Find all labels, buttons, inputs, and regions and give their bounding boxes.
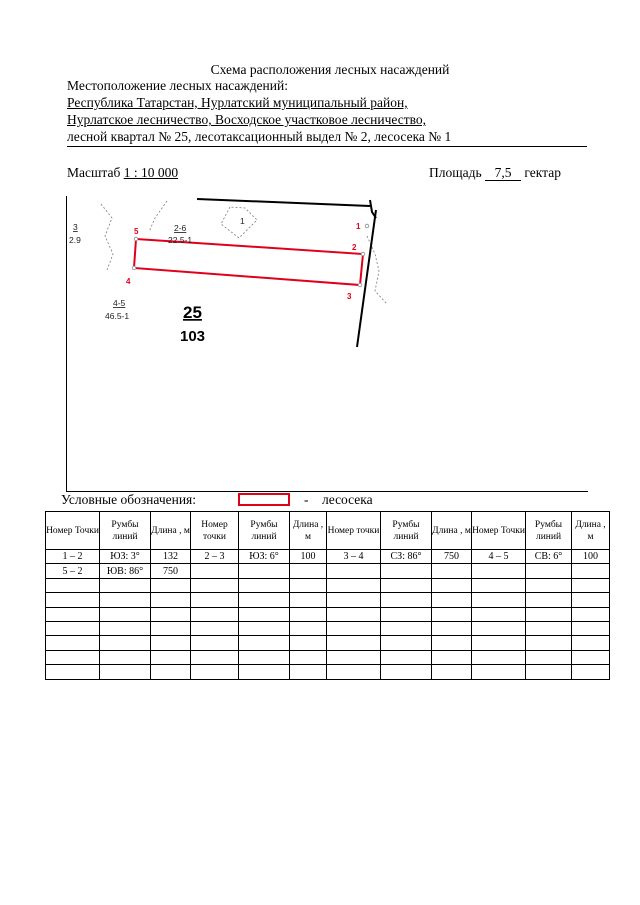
table-cell bbox=[151, 593, 191, 607]
table-cell: ЮЗ: 3° bbox=[100, 550, 151, 564]
table-cell bbox=[239, 578, 290, 592]
table-cell bbox=[100, 593, 151, 607]
table-row bbox=[46, 621, 610, 635]
stand-value-2-9: 2.9 bbox=[69, 235, 81, 245]
table-cell bbox=[151, 650, 191, 664]
location-heading: Местоположение лесных насаждений: bbox=[67, 78, 288, 93]
table-cell bbox=[526, 650, 572, 664]
table-cell bbox=[572, 636, 610, 650]
table-cell bbox=[432, 593, 472, 607]
table-cell bbox=[381, 578, 432, 592]
table-cell bbox=[526, 665, 572, 679]
table-row bbox=[46, 564, 610, 578]
table-cell bbox=[46, 607, 100, 621]
table-cell bbox=[100, 578, 151, 592]
table-cell bbox=[327, 650, 381, 664]
point-label-1: 1 bbox=[356, 222, 361, 231]
table-cell bbox=[191, 665, 239, 679]
table-cell bbox=[526, 593, 572, 607]
table-cell bbox=[472, 607, 526, 621]
table-cell: ЮЗ: 6° bbox=[239, 550, 290, 564]
vertex-3 bbox=[358, 283, 362, 287]
table-cell bbox=[290, 665, 327, 679]
table-cell bbox=[432, 564, 472, 578]
table-row bbox=[46, 578, 610, 592]
table-cell: СВ: 6° bbox=[526, 550, 572, 564]
table-cell bbox=[239, 650, 290, 664]
table-cell bbox=[381, 636, 432, 650]
header-cell: Номер Точки bbox=[472, 512, 526, 550]
quarter-boundary bbox=[197, 199, 376, 347]
stand-number-1: 1 bbox=[240, 216, 245, 226]
table-cell bbox=[572, 665, 610, 679]
table-cell bbox=[239, 636, 290, 650]
location-line-3: лесной квартал № 25, лесотаксационный выдел № 2, лесосека № 1 bbox=[67, 129, 452, 144]
table-cell bbox=[472, 636, 526, 650]
legend-description bbox=[304, 492, 373, 508]
table-header-row bbox=[46, 512, 610, 550]
header-cell: Румбы линий bbox=[381, 512, 432, 550]
table-cell bbox=[572, 621, 610, 635]
location-line-1: Республика Татарстан, Нурлатский муниципальный район, bbox=[67, 95, 408, 110]
table-cell bbox=[381, 621, 432, 635]
table-cell bbox=[46, 665, 100, 679]
table-cell bbox=[151, 578, 191, 592]
table-cell bbox=[526, 636, 572, 650]
table-cell bbox=[191, 578, 239, 592]
document-title: Схема расположения лесных насаждений bbox=[210, 62, 450, 77]
table-cell bbox=[572, 650, 610, 664]
table-cell bbox=[191, 593, 239, 607]
table-cell bbox=[432, 578, 472, 592]
table-cell bbox=[572, 607, 610, 621]
table-cell bbox=[381, 564, 432, 578]
table-cell bbox=[472, 593, 526, 607]
table-cell bbox=[572, 578, 610, 592]
table-cell bbox=[526, 621, 572, 635]
vertex-2 bbox=[361, 252, 365, 256]
table-cell bbox=[526, 564, 572, 578]
table-cell bbox=[327, 578, 381, 592]
table-cell bbox=[239, 593, 290, 607]
table-cell bbox=[100, 650, 151, 664]
table-cell bbox=[100, 621, 151, 635]
table-cell: СЗ: 86° bbox=[381, 550, 432, 564]
legend-label: Условные обозначения: bbox=[61, 492, 197, 507]
scale-label: Масштаб bbox=[67, 165, 121, 180]
table-cell bbox=[432, 636, 472, 650]
header-cell: Румбы линий bbox=[100, 512, 151, 550]
header-cell: Румбы линий bbox=[239, 512, 290, 550]
header-cell: Номер Точки bbox=[46, 512, 100, 550]
stand-value-46-5-1: 46.5-1 bbox=[105, 311, 130, 321]
table-cell bbox=[46, 593, 100, 607]
legend-swatch bbox=[238, 493, 290, 506]
table-cell bbox=[100, 636, 151, 650]
legend-text: лесосека bbox=[322, 492, 373, 507]
stand-labels bbox=[69, 216, 245, 321]
table-cell bbox=[239, 564, 290, 578]
header-cell: Румбы линий bbox=[526, 512, 572, 550]
table-cell bbox=[432, 665, 472, 679]
point-label-4: 4 bbox=[126, 277, 131, 286]
stand-value-22-5-1: 22.5-1 bbox=[168, 235, 193, 245]
table-row bbox=[46, 593, 610, 607]
table-cell bbox=[526, 578, 572, 592]
vertex-1 bbox=[365, 224, 369, 228]
table-cell bbox=[191, 650, 239, 664]
area-block bbox=[429, 165, 561, 181]
vertex-5 bbox=[134, 237, 138, 241]
table-cell bbox=[151, 636, 191, 650]
table-cell bbox=[100, 665, 151, 679]
table-cell bbox=[327, 636, 381, 650]
table-cell bbox=[327, 564, 381, 578]
table-cell bbox=[472, 621, 526, 635]
quarter-number: 25 bbox=[183, 303, 202, 322]
table-cell: 1 – 2 bbox=[46, 550, 100, 564]
table-cell bbox=[381, 593, 432, 607]
location-line-2: Нурлатское лесничество, Восходское участковое лесничество, bbox=[67, 112, 427, 127]
table-row bbox=[46, 650, 610, 664]
bearings-table bbox=[45, 511, 610, 680]
table-cell: 3 – 4 bbox=[327, 550, 381, 564]
table-cell bbox=[191, 621, 239, 635]
table-cell: ЮВ: 86° bbox=[100, 564, 151, 578]
quarter-area: 103 bbox=[180, 328, 206, 345]
point-label-2: 2 bbox=[352, 243, 357, 252]
table-cell bbox=[46, 578, 100, 592]
table-cell bbox=[151, 665, 191, 679]
header-cell: Номер точки bbox=[191, 512, 239, 550]
stand-number-3: 3 bbox=[73, 222, 78, 232]
table-cell bbox=[191, 564, 239, 578]
area-unit: гектар bbox=[524, 165, 561, 180]
table-cell bbox=[381, 650, 432, 664]
table-cell bbox=[151, 621, 191, 635]
table-cell bbox=[572, 593, 610, 607]
table-cell bbox=[151, 607, 191, 621]
table-cell bbox=[46, 636, 100, 650]
header-cell: Длина , м bbox=[432, 512, 472, 550]
table-cell bbox=[239, 607, 290, 621]
table-cell: 100 bbox=[290, 550, 327, 564]
table-cell bbox=[381, 665, 432, 679]
table-row bbox=[46, 636, 610, 650]
table-cell: 750 bbox=[432, 550, 472, 564]
table-cell: 2 – 3 bbox=[191, 550, 239, 564]
area-label: Площадь bbox=[429, 165, 482, 180]
table-cell bbox=[290, 621, 327, 635]
area-value: 7,5 bbox=[485, 166, 521, 181]
table-cell bbox=[290, 564, 327, 578]
stand-number-2-6: 2-6 bbox=[174, 223, 187, 233]
table-cell bbox=[432, 650, 472, 664]
table-cell bbox=[239, 665, 290, 679]
table-cell bbox=[472, 578, 526, 592]
table-cell bbox=[432, 621, 472, 635]
header-cell: Длина , м bbox=[151, 512, 191, 550]
vertex-4 bbox=[132, 266, 136, 270]
table-row bbox=[46, 550, 610, 564]
table-cell bbox=[472, 650, 526, 664]
table-cell bbox=[472, 564, 526, 578]
table-cell bbox=[239, 621, 290, 635]
forest-plot-map bbox=[66, 196, 588, 492]
table-cell bbox=[472, 665, 526, 679]
table-cell bbox=[290, 593, 327, 607]
legend-dash: - bbox=[304, 492, 309, 507]
table-row bbox=[46, 665, 610, 679]
table-cell bbox=[327, 621, 381, 635]
table-cell: 132 bbox=[151, 550, 191, 564]
table-row bbox=[46, 607, 610, 621]
table-cell bbox=[290, 650, 327, 664]
table-cell bbox=[191, 636, 239, 650]
table-cell bbox=[572, 564, 610, 578]
scale-block bbox=[67, 165, 178, 181]
table-cell bbox=[327, 607, 381, 621]
header-cell: Номер точки bbox=[327, 512, 381, 550]
table-cell bbox=[290, 578, 327, 592]
plot-polygon bbox=[134, 239, 363, 285]
table-cell bbox=[191, 607, 239, 621]
point-label-3: 3 bbox=[347, 292, 352, 301]
table-cell bbox=[290, 607, 327, 621]
stand-number-4-5: 4-5 bbox=[113, 298, 126, 308]
table-cell: 750 bbox=[151, 564, 191, 578]
header-cell: Длина , м bbox=[572, 512, 610, 550]
table-cell bbox=[381, 607, 432, 621]
table-cell bbox=[290, 636, 327, 650]
table-cell bbox=[526, 607, 572, 621]
table-cell bbox=[327, 665, 381, 679]
header-cell: Длина , м bbox=[290, 512, 327, 550]
table-cell: 100 bbox=[572, 550, 610, 564]
table-cell bbox=[327, 593, 381, 607]
scale-value: 1 : 10 000 bbox=[123, 165, 179, 180]
table-cell: 5 – 2 bbox=[46, 564, 100, 578]
point-label-5: 5 bbox=[134, 227, 139, 236]
table-cell bbox=[100, 607, 151, 621]
table-cell: 4 – 5 bbox=[472, 550, 526, 564]
table-cell bbox=[46, 650, 100, 664]
header-divider bbox=[67, 146, 587, 147]
table-cell bbox=[432, 607, 472, 621]
table-cell bbox=[46, 621, 100, 635]
